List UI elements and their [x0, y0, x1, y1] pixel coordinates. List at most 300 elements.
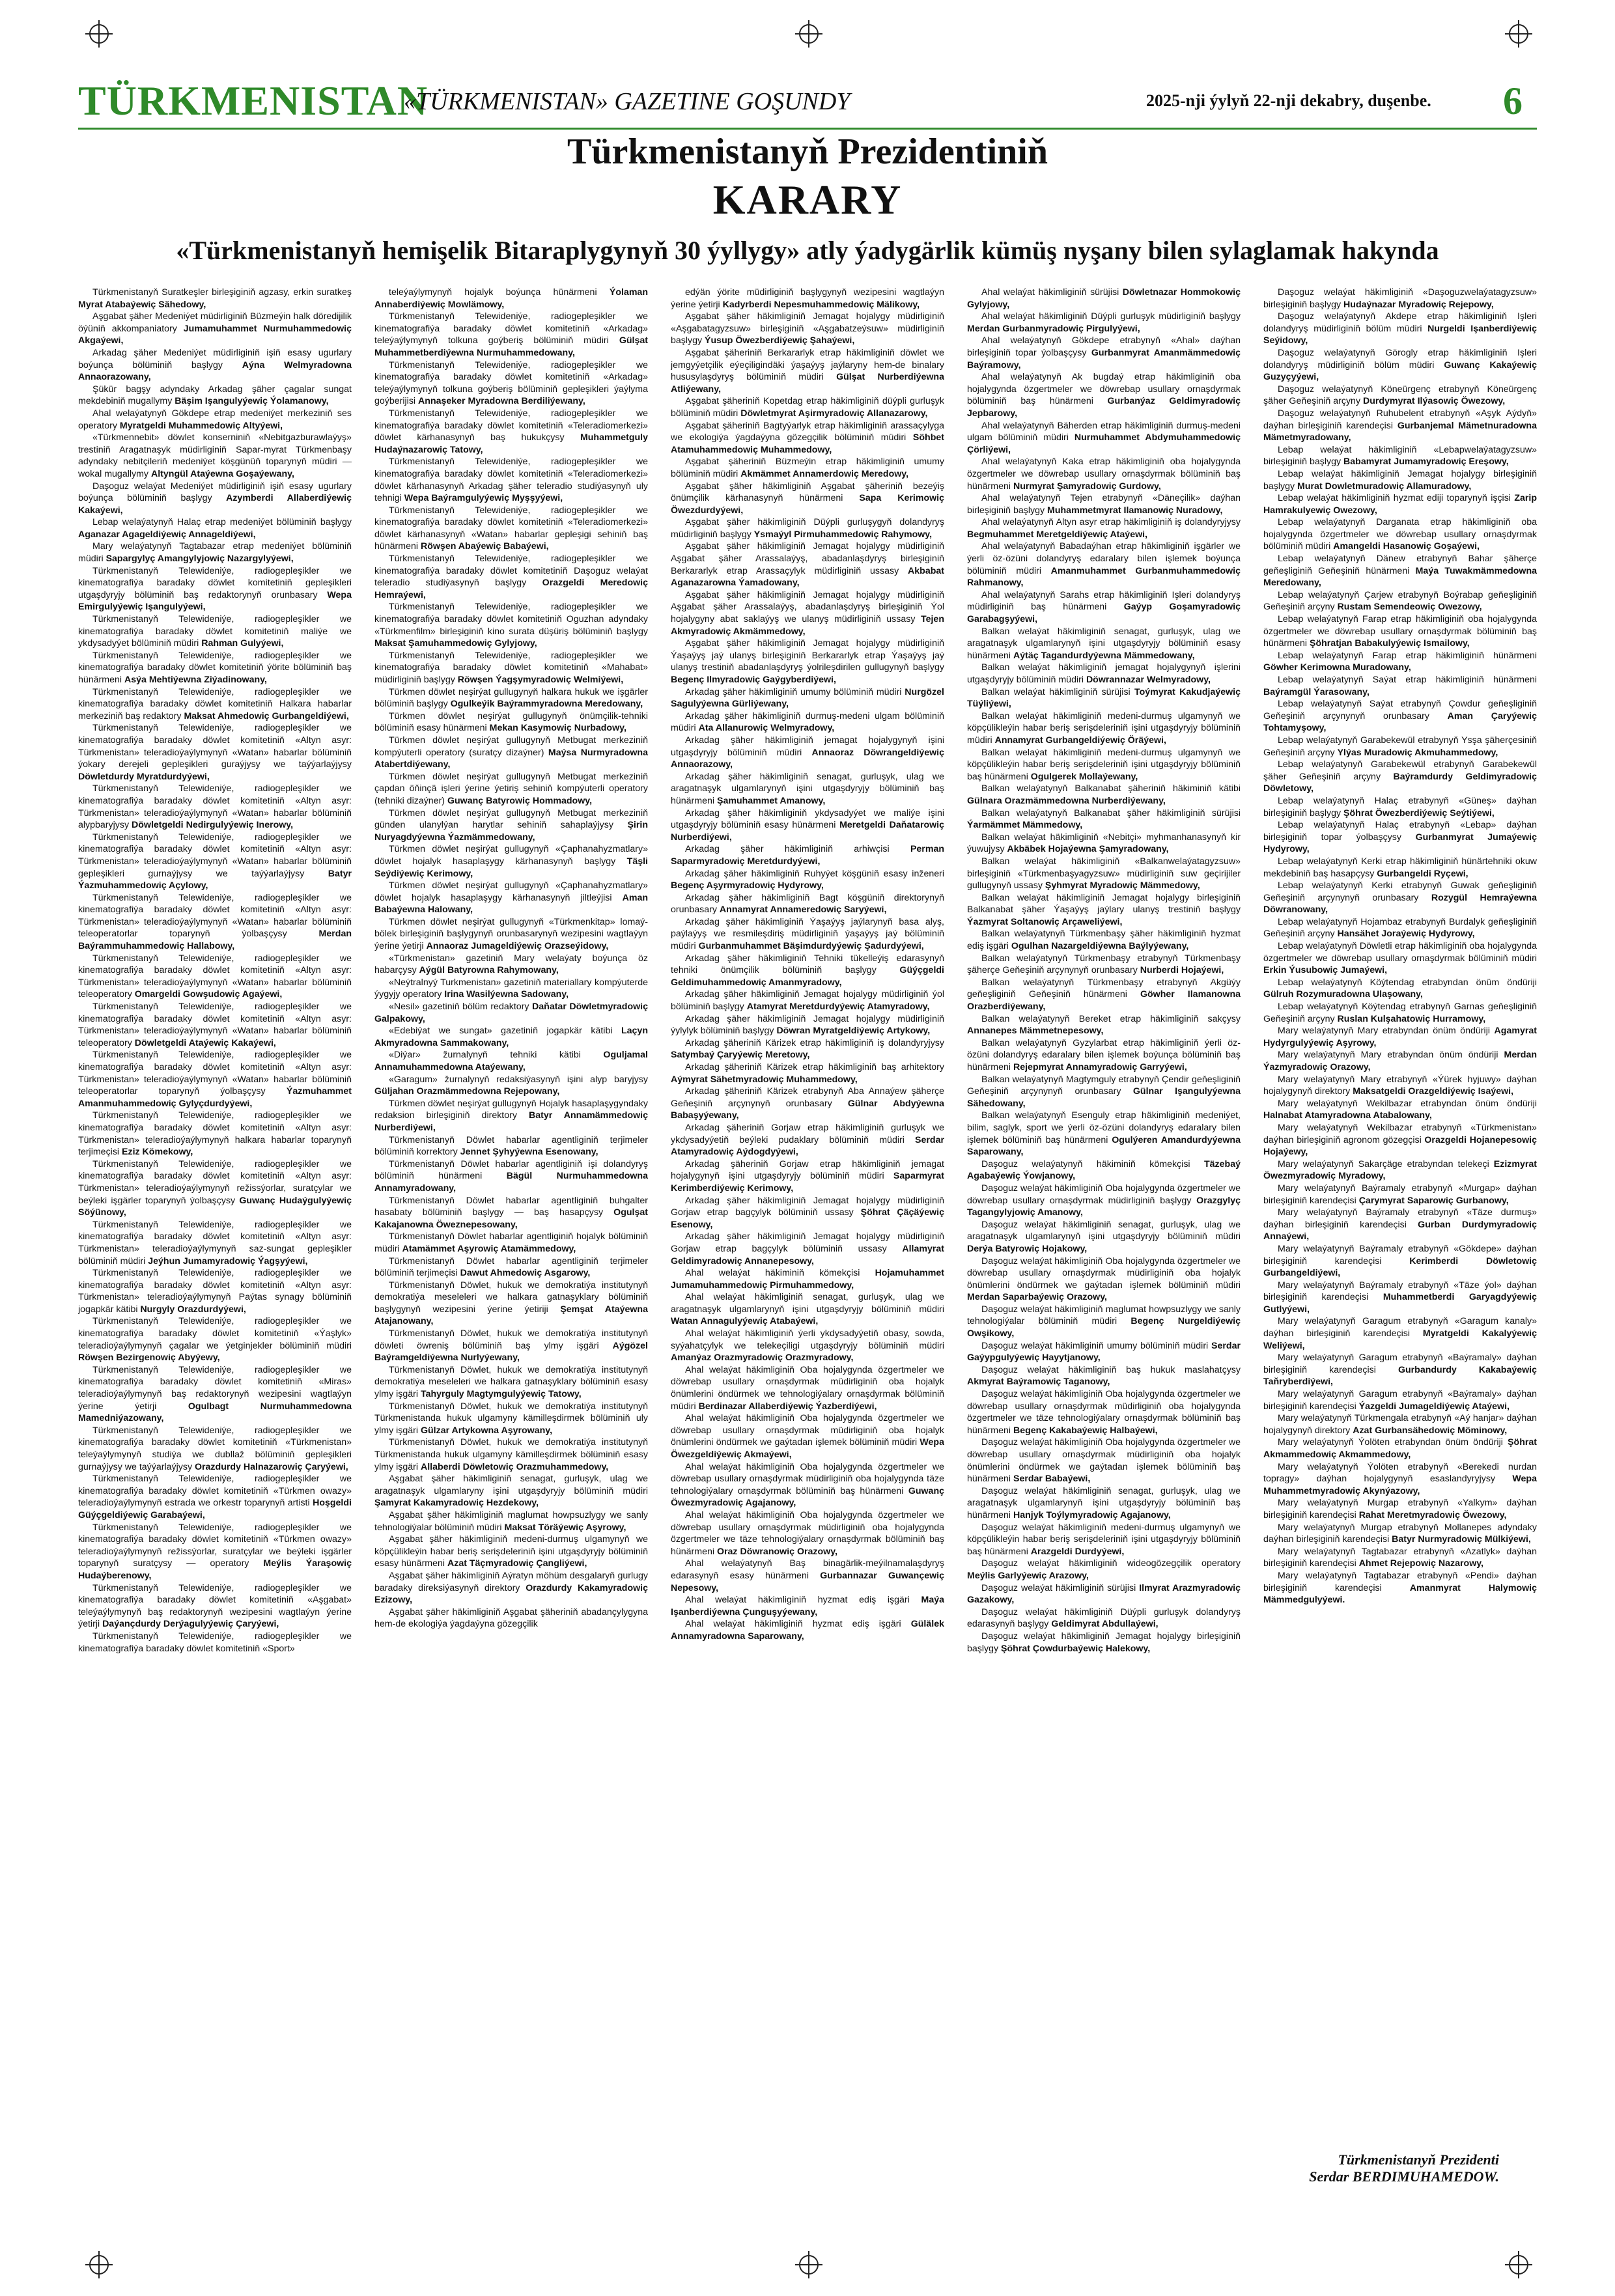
- entry-recipient-name: Röwşen Ýagşymyradowiç Welmiýewi,: [457, 675, 624, 685]
- entry-recipient-name: Gurbanmyrat Jumaýewiç Hydyrowy,: [1263, 832, 1537, 855]
- entry-recipient-name: Bägül Nurmuhammedowna Annamyradowany,: [374, 1171, 648, 1194]
- entry-recipient-name: Perman Saparmyradowiç Meretdurdyýewi,: [671, 844, 944, 867]
- entry-recipient-name: Erkin Ýusubowiç Jumaýewi,: [1263, 965, 1388, 976]
- award-entry: [78, 686, 352, 723]
- entry-recipient-name: Täzebaý Agabaýewiç Ýowjanowy,: [967, 1158, 1241, 1182]
- award-entry: [1263, 698, 1537, 735]
- award-entry: [78, 516, 352, 540]
- award-entry: [374, 1533, 648, 1570]
- entry-position: «Garagum» žurnalynyň redaksiýasynyň işini alyp baryjysy: [389, 1074, 648, 1085]
- entry-position: Daşoguz welaýat häkimliginiň Oba hojalygynda özgertmeler we döwrebap usullary ornaşdyrmak müdirliginiň oba hojalyk önümlerini öndürmek we gaýtadan işlemek bölüminiň müdiri: [967, 1255, 1241, 1291]
- award-entry: [78, 540, 352, 565]
- entry-position: Ahal welaýatynyň Tejen etrabynyň «Däneçilik» daýhan birleşiginiň başlygy: [967, 493, 1241, 516]
- entry-recipient-name: Amanmyrat Halymowiç Mämmedgulyýewi.: [1263, 1582, 1537, 1606]
- entry-position: Mary welaýatynyň Ýolöten etrabyndan önüm öndüriji: [1278, 1437, 1508, 1448]
- entry-position: Türkmenistanyň Telewideniýe, radiogepleşikler we kinematografiýa baradaky döwlet komitetiniň Oguzhan adyndaky «Türkmenfilm» birleşiginiň kino surata düşüriş bölüminiň başlygy: [374, 602, 648, 637]
- entry-position: Daşoguz welaýat häkimliginiň Oba hojalygynda özgertmeler we döwrebap usullary ornaşdyrmak müdirliginiň başlygy: [967, 1183, 1241, 1206]
- award-entry: [967, 1631, 1241, 1655]
- entry-recipient-name: Bäşim Işangulyýewiç Ýolamanowy,: [175, 396, 329, 407]
- award-entry: [671, 1231, 944, 1267]
- award-entry: [967, 928, 1241, 952]
- award-entry: [78, 1110, 352, 1158]
- entry-recipient-name: Maýa Işanberdiýewna Çunguşyýewany,: [671, 1595, 944, 1617]
- entry-recipient-name: Halnabat Atamyradowna Atabalowany,: [1263, 1110, 1432, 1121]
- award-entry: [374, 1098, 648, 1134]
- entry-position: Türkmenistanyň Telewideniýe, radiogepleşikler we kinematografiýa baradaky döwlet komitetiniň «Aşgabat» teleýaýlymynyň baş redaktorynyň wezipesini wagtlaýyn ýerine ýetirji: [78, 1582, 352, 1630]
- award-entry: [1263, 1388, 1537, 1412]
- entry-position: Balkan welaýatynyň Türkmenbaşy şäher häkimliginiň hyzmat ediş işgäri: [967, 929, 1241, 952]
- award-entry: [78, 1049, 352, 1110]
- entry-position: Ahal welaýat häkimliginiň senagat, gurluşyk, ulag we aragatnaşyk ulgamlarynyň işini utgaşdyryjy bölüminiň müdiri: [671, 1292, 944, 1315]
- entry-recipient-name: Wepa Öwezgeldiýewiç Akmaýewi,: [671, 1437, 944, 1460]
- entry-position: Türkmenistanyň Telewideniýe, radiogepleşikler we kinematografiýa baradaky döwlet komitetiniň «Altyn asyr: Türkmenistan» teleradioýaýlymynyň saz-sungat gepleşikler bölüminiň müdiri: [78, 1219, 352, 1267]
- entry-position: edýän ýörite müdirliginiň başlygynyň wezipesini wagtlaýyn ýerine ýetirji: [671, 287, 944, 310]
- entry-position: Türkmen döwlet neşirýat gullugynyň «Türkmenkitap» lomaý-bölek birleşiginiň başlygynyň orunbasarynyň wezipesini wagtlaýyn ýerine ýetirji: [374, 916, 648, 952]
- award-entry: [967, 1219, 1241, 1255]
- entry-position: «Nesil» gazetiniň bölüm redaktory: [389, 1001, 533, 1013]
- entry-position: Mary welaýatynyň Wekilbazar etrabyndan önüm öndüriji: [1278, 1098, 1537, 1109]
- entry-recipient-name: Gaýyp Goşamyradowiç Garabagşyýewi,: [967, 602, 1241, 625]
- entry-recipient-name: Orazdurdy Kakamyradowiç Ezizowy,: [374, 1582, 648, 1606]
- entry-recipient-name: Asýa Mehtiýewna Ziýadinowany,: [124, 675, 267, 685]
- award-entry: [671, 1122, 944, 1158]
- award-entry: [967, 1582, 1241, 1606]
- signature-name: Serdar BERDIMUHAMEDOW.: [1309, 2168, 1499, 2185]
- supplement-label: «TÜRKMENISTAN» GAZETINE GOŞUNDY: [404, 88, 850, 115]
- entry-position: Türkmenistanyň Telewideniýe, radiogepleşikler we kinematografiýa baradaky döwlet komitetiniň «Teleradiomerkezi» döwlet kärhanasynyň baş hukukçysy: [374, 408, 648, 443]
- award-entry: [78, 432, 352, 480]
- entry-recipient-name: Gurbannazar Guwançewiç Nepesowy,: [671, 1570, 944, 1593]
- award-entry: [1263, 613, 1537, 650]
- award-entry: [1263, 1074, 1537, 1098]
- entry-position: Mary welaýatynyň Murgap etrabynyň Mollanepes adyndaky daýhan birleşiginiň karendeçisi: [1263, 1522, 1537, 1545]
- award-entry: [78, 1582, 352, 1631]
- text-column-3: [671, 287, 944, 2201]
- entry-recipient-name: Aman Babaýewna Halowany,: [374, 892, 648, 916]
- entry-recipient-name: Serdar Atamyradowiç Aýdogdyýewi,: [671, 1134, 944, 1158]
- entry-recipient-name: Amanmuhammet Gurbanmuhammedowiç Rahmanowy,: [967, 565, 1241, 589]
- entry-recipient-name: Ruslan Kulşahatowiç Hurramowy,: [1337, 1013, 1486, 1024]
- entry-position: Balkan welaýat häkimliginiň jemagat hojalygynyň işlerini utgaşdyryjy bölüminiň müdiri: [967, 662, 1241, 685]
- entry-recipient-name: Gülşat Nurberdiýewna Atliýewany,: [671, 372, 944, 395]
- entry-recipient-name: Amanýaz Orazmyradowiç Orazmyradowy,: [671, 1352, 854, 1364]
- entry-position: Arkadag şäheriniň Gorjaw etrap häkimliginiň jemagat hojalygynyň işini utgaşdyryjy bölüminiň müdiri: [671, 1158, 944, 1182]
- entry-recipient-name: Babamyrat Jumamyradowiç Ereşowy,: [1343, 456, 1509, 468]
- entry-recipient-name: Kadyrberdi Nepesmuhammedowiç Mälikowy,: [722, 299, 920, 310]
- award-entry: [78, 722, 352, 783]
- entry-recipient-name: Aýtäç Tagandurdyýewna Mämmedowany,: [1013, 650, 1195, 661]
- entry-recipient-name: Merdan Gurbanmyradowiç Pirgulyýewi,: [967, 323, 1140, 334]
- entry-recipient-name: Gülnara Orazmämmedowna Nurberdiýewany,: [967, 795, 1166, 806]
- entry-position: Mary welaýatynyň Tagtabazar etrap medeniýet bölüminiň müdiri: [78, 541, 352, 565]
- entry-position: Mary welaýatynyň Baýramaly etrabynyň «Murgap» daýhan birleşiginiň karendeçisi: [1263, 1183, 1537, 1206]
- entry-recipient-name: Satymbaý Çaryýewiç Meretowy,: [671, 1050, 810, 1061]
- award-entry: [374, 359, 648, 408]
- signature-block: [1284, 2151, 1499, 2185]
- award-entry: [1263, 856, 1537, 880]
- entry-recipient-name: Azat Täçmyradowiç Çangliýewi,: [447, 1558, 587, 1569]
- entry-recipient-name: Ogulbagt Nurmuhammedowna Mamedniýazowany,: [78, 1401, 352, 1424]
- entry-recipient-name: Ýazmuhammet Amanmuhammedowiç Gylyçdurdyýewi,: [78, 1086, 352, 1109]
- entry-position: Ahal welaýat häkimliginiň hyzmat ediş işgäri: [685, 1619, 911, 1630]
- award-entry: [967, 892, 1241, 929]
- entry-recipient-name: Şöhratjan Babakulyýewiç Ismailowy,: [1309, 638, 1470, 649]
- award-entry: [78, 1364, 352, 1425]
- entry-recipient-name: Şirin Nuryagdyýewna Ýazmämmedowany,: [374, 820, 648, 843]
- entry-recipient-name: Hoşgeldi Güýçgeldiýewiç Garabaýewi,: [78, 1498, 352, 1520]
- entry-position: Arkadag şäheriniň Kärizek etrap häkimliginiň iş dolandyryjysy: [685, 1037, 944, 1048]
- entry-recipient-name: Guwanç Kakaýewiç Guzyçyýewi,: [1263, 359, 1537, 383]
- award-entry: [1263, 977, 1537, 1001]
- entry-position: Daşoguz welaýat häkimliginiň senagat, gurluşyk, ulag we aragatnaşyk ulgamlarynyň işini utgaşdyryjy bölüminiň müdiri: [967, 1219, 1241, 1242]
- award-entry: [78, 1522, 352, 1582]
- award-entry: [671, 710, 944, 735]
- registration-mark-bottom-left: [89, 2255, 109, 2275]
- award-entry: [671, 347, 944, 395]
- award-entry: [1263, 1158, 1537, 1183]
- entry-recipient-name: Ogulhan Nazargeldiýewna Baýlyýewany,: [1011, 941, 1189, 952]
- entry-position: Türkmenistanyň Telewideniýe, radiogepleşikler we kinematografiýa baradaky döwlet komitetiniň «Altyn asyr: Türkmenistan» teleradioýaýlymynyň režissýorlar, suratçylar we beýleki işgärler toparynyň ýolbaşçysy: [78, 1158, 352, 1206]
- award-entry: [1263, 516, 1537, 553]
- entry-position: Daşoguz welaýatynyň häkiminiň kömekçisi: [981, 1158, 1204, 1169]
- document-type-title: KARARY: [712, 176, 903, 223]
- entry-recipient-name: Myratgeldi Kakalyýewiç Weliýewi,: [1263, 1328, 1537, 1351]
- entry-recipient-name: Rozygül Hemraýewna Döwranowany,: [1263, 892, 1537, 916]
- entry-recipient-name: Söhbet Atamuhammedowiç Muhammedowy,: [671, 432, 944, 455]
- entry-position: Türkmenistanyň Döwlet, hukuk we demokratiýa institutynyň döwleti öwreniş bölüminiň baş ylmy işgäri: [374, 1328, 648, 1351]
- entry-recipient-name: Gülruh Rozymuradowna Ulaşowany,: [1263, 989, 1423, 1000]
- award-entry: [374, 771, 648, 807]
- entry-position: Lebap welaýatynyň Dänew etrabynyň Bahar şäherçe geňeşliginiň Geňeşiniň hünärmeni: [1263, 553, 1537, 576]
- award-entry: [1263, 1098, 1537, 1122]
- entry-position: Türkmen döwlet neşirýat gullugynyň Metbugat merkeziniň çapdan öňinçä işleri ýerine ýetiriş sehiniň kompýuterli operatory (tehniki dizaýner): [374, 771, 648, 806]
- entry-recipient-name: Güýçgeldi Geldimuhammedowiç Amanmyradowy,: [671, 965, 944, 988]
- entry-recipient-name: Şamyrat Kakamyradowiç Hezdekowy,: [374, 1498, 539, 1509]
- award-entry: [671, 1558, 944, 1594]
- award-entry: [1263, 311, 1537, 347]
- entry-recipient-name: Merdan Saparbaýewiç Orazowy,: [967, 1292, 1107, 1303]
- entry-position: «Diýar» žurnalynyň tehniki kätibi: [389, 1050, 604, 1061]
- entry-recipient-name: Batyr Annamämmedowiç Nurberdiýewi,: [374, 1110, 648, 1133]
- entry-recipient-name: Şemşat Ataýewna Atajanowany,: [374, 1304, 648, 1327]
- entry-recipient-name: Serdar Gaýypgulyýewiç Hayytjanowy,: [967, 1340, 1241, 1364]
- entry-position: Ahal welaýat häkimliginiň Oba hojalygynda özgertmeler we döwrebap usullary ornaşdyrmak müdirliginiň oba hojalyk önümlerini öndürmek we gaýtadan işlemek bölüminiň müdiri: [671, 1413, 944, 1448]
- award-entry: [374, 505, 648, 553]
- entry-position: Mary welaýatynyň Mary etrabyndan önüm öndüriji: [1278, 1026, 1495, 1037]
- award-entry: [671, 589, 944, 637]
- entry-recipient-name: Maksat Töräýewiç Aşyrowy,: [504, 1522, 626, 1533]
- award-entry: [1263, 880, 1537, 916]
- entry-recipient-name: Gülnar Abdyýewna Babaşyýewany,: [671, 1098, 944, 1121]
- award-entry: [78, 1219, 352, 1267]
- award-entry: [671, 1618, 944, 1642]
- entry-recipient-name: Gurbanmuhammet Bäşimdurdyýewiç Şadurdyýewi,: [698, 941, 924, 952]
- entry-position: Balkan welaýat häkimliginiň medeni-durmuş ulgamynyň we köpçülikleýin habar beriş serişdeleriniň işini utgaşdyryjy bölüminiň müdiri: [967, 710, 1241, 746]
- entry-recipient-name: Muhammetberdi Garyagdyýewiç Gutlyýewi,: [1263, 1292, 1537, 1315]
- entry-recipient-name: Orazgeldi Hojanepesowiç Hojaýewy,: [1263, 1134, 1537, 1158]
- entry-position: Mary welaýatynyň Baýramaly etrabynyň «Gökdepe» daýhan birleşiginiň karendeçisi: [1263, 1243, 1537, 1267]
- entry-position: Türkmenistanyň Telewideniýe, radiogepleşikler we kinematografiýa baradaky döwlet komitetiniň «Teleradiomerkezi» döwlet kärhanasynyň «Watan» habarlar gepleşigi sehiniň baş hünärmeni: [374, 505, 648, 552]
- award-entry: [374, 1570, 648, 1606]
- award-entry: [967, 1074, 1241, 1110]
- award-entry: [967, 1304, 1241, 1340]
- award-entry: [1263, 1315, 1537, 1352]
- entry-recipient-name: Nurmuhammet Abdymuhammedowiç Çörliýewi,: [967, 432, 1241, 455]
- award-entry: [78, 783, 352, 831]
- award-entry: [374, 1134, 648, 1158]
- award-entry: [671, 1461, 944, 1509]
- entry-position: Daşoguz welaýat häkimliginiň senagat, gurluşyk, ulag we aragatnaşyk ulgamlarynyň işini utgaşdyryjy bölüminiň baş hünärmeni: [967, 1485, 1241, 1520]
- entry-recipient-name: Nurberdi Hojaýewi,: [1140, 965, 1224, 976]
- award-entry: [967, 686, 1241, 710]
- entry-position: Türkmenistanyň Döwlet habarlar agentliginiň terjimeler bölüminiň terjimeçisi: [374, 1255, 648, 1279]
- award-entry: [374, 1231, 648, 1255]
- entry-position: Türkmenistanyň Telewideniýe, radiogepleşikler we kinematografiýa baradaky döwlet komitetiniň gepleşikleri utgaşdyryjy bölüminiň baş redaktorynyň orunbasary: [78, 565, 352, 600]
- entry-recipient-name: Annaşeker Myradowna Berdiliýewany,: [418, 396, 585, 407]
- entry-position: Arkadag şäher häkimliginiň umumy bölüminiň müdiri: [685, 686, 905, 697]
- award-entry: [967, 662, 1241, 686]
- award-entry: [967, 287, 1241, 311]
- document-subtitle: «Türkmenistanyň hemişelik Bitaraplygynyň 30 ýyllygy» atly ýadygärlik kümüş nyşany bilen sylaglamak hakynda: [176, 236, 1439, 265]
- award-entry: [671, 1291, 944, 1328]
- award-entry: [1263, 916, 1537, 940]
- award-entry: [78, 408, 352, 432]
- award-entry: [374, 977, 648, 1001]
- entry-recipient-name: Röwşen Bezirgenowiç Abyýewy,: [78, 1352, 220, 1364]
- award-entry: [967, 1255, 1241, 1304]
- entry-recipient-name: Muhammetguly Hudaýnazarowiç Tatowy,: [374, 432, 648, 455]
- entry-position: Türkmenistanyň Telewideniýe, radiogepleşikler we kinematografiýa baradaky döwlet komitetiniň «Arkadag» teleýaýlymynyň tolkuna goýberiş bölüminiň müdiri: [374, 311, 648, 346]
- entry-recipient-name: Ogulýeren Amandurdyýewna Saparowany,: [967, 1134, 1241, 1158]
- entry-position: Lebap welaýat häkimliginiň hyzmat ediji toparynyň işçisi: [1278, 493, 1515, 504]
- entry-position: Lebap welaýatynyň Farap etrap häkimliginiň oba hojalygynda özgertmeler we döwrebap usullary ornaşdyrmak bölüminiň baş hünärmeni: [1263, 614, 1537, 649]
- award-entry: [967, 856, 1241, 892]
- entry-position: Türkmenistanyň Telewideniýe, radiogepleşikler we kinematografiýa baradaky döwlet komitetiniň Daşoguz welaýat teleradio studiýasynyň başlygy: [374, 553, 648, 589]
- award-entry: [967, 1522, 1241, 1558]
- entry-position: Ahal welaýat häkimliginiň Oba hojalygynda özgertmeler we döwrebap usullary ornaşdyrmak müdirliginiň oba hojalyk önümlerini öndürmek we tehnologiýalary ornaşdyrmak bölüminiň müdiri: [671, 1364, 944, 1412]
- entry-recipient-name: Döwrannazar Welmyradowy,: [1086, 675, 1211, 685]
- award-entry: [967, 589, 1241, 626]
- award-entry: [967, 420, 1241, 456]
- entry-position: Mary welaýatynyň Baýramaly etrabynyň «Täze durmuş» daýhan birleşiginiň karendeçisi: [1263, 1207, 1537, 1230]
- award-entry: [967, 456, 1241, 492]
- entry-recipient-name: Wepa Baýramgulyýewiç Myşşyýewi,: [404, 493, 563, 504]
- entry-position: Balkan welaýat häkimliginiň Jemagat hojalygy birleşiginiň Balkanabat şäher Ýaşaýyş jaýlary ulanyş trestiniň başlygy: [967, 892, 1241, 916]
- entry-recipient-name: Göwher Kerimowna Muradowany,: [1263, 662, 1411, 673]
- entry-position: Lebap welaýatynyň Köýtendag etrabynyň Garnas geňeşliginiň Geňeşiniň arçyny: [1263, 1001, 1537, 1024]
- entry-position: Şükür bagşy adyndaky Arkadag şäher çagalar sungat mekdebiniň mugallymy: [78, 384, 352, 407]
- entry-recipient-name: Ýazmyrat Soltanowiç Arçaweliýewi,: [967, 916, 1123, 927]
- award-entry: [671, 311, 944, 347]
- award-entry: [671, 287, 944, 311]
- award-entry: [671, 540, 944, 589]
- entry-recipient-name: Döwran Myratgeldiýewiç Artykowy,: [776, 1026, 931, 1037]
- entry-recipient-name: Dawut Ahmedowiç Asgarowy,: [460, 1268, 591, 1279]
- entry-recipient-name: Maýa Tuwakmämmedowna Meredowany,: [1263, 565, 1537, 589]
- entry-recipient-name: Omargeldi Gowşudowiç Agaýewi,: [134, 989, 283, 1000]
- entry-recipient-name: Aman Çaryýewiç Tohtamyşowy,: [1263, 710, 1537, 734]
- entry-position: Mary welaýatynyň Garagum etrabynyň «Garagum kanaly» daýhan birleşiginiň karendeçisi: [1263, 1316, 1537, 1339]
- entry-position: Lebap welaýat häkimliginiň «Lebapwelaýatagyzsuw» birleşiginiň başlygy: [1263, 444, 1537, 468]
- award-entry: [671, 1412, 944, 1461]
- entry-position: Daşoguz welaýat Medeniýet müdirliginiň işiň esasy ugurlary boýunça bölüminiň başlygy: [78, 481, 352, 504]
- entry-recipient-name: Eziz Kömekowy,: [122, 1147, 193, 1158]
- entry-position: Türkmenistanyň Döwlet habarlar agentliginiň hojalyk bölüminiň müdiri: [374, 1231, 648, 1254]
- entry-position: Mary welaýatynyň Wekilbazar etrabynyň «Türkmenistan» daýhan birleşiginiň agronom gözegçisi: [1263, 1122, 1537, 1145]
- entry-position: Aşgabat şäher häkimliginiň medeni-durmuş ulgamynyň we köpçülikleýin habar beriş serişdeleriniň işini utgaşdyryjy bölüminiň esasy hünärmeni: [374, 1534, 648, 1569]
- entry-position: Lebap welaýatynyň Saýat etrap häkimliginiň hünärmeni: [1278, 675, 1537, 685]
- award-entry: [1263, 1049, 1537, 1073]
- entry-position: Türkmenistanyň Döwlet, hukuk we demokratiýa institutynyň Türkmenistanda hukuk ulgamyny kämilleşdirmek bölüminiň esasy ylmy işgäri: [374, 1437, 648, 1472]
- award-entry: [374, 408, 648, 456]
- entry-position: Arkadag şäher häkimliginiň Ýaşaýyş jaýlarynyň basa alyş, paýlaýyş we resmileşdiriş müdirliginiň ýaşaýyş jaý bölüminiň müdiri: [671, 916, 944, 952]
- award-entry: [374, 880, 648, 916]
- entry-position: Lebap welaýatynyň Çarjew etrabynyň Boýrabap geňeşliginiň Geňeşiniň arçyny: [1263, 589, 1537, 613]
- entry-position: Ahal welaýat häkimliginiň Oba hojalygynda özgertmeler we döwrebap usullary ornaşdyrmak müdirliginiň oba hojalygynda özgertmeler we täze tehnologiýalary ornaşdyrmak bölüminiň baş hünärmeni: [671, 1509, 944, 1557]
- entry-recipient-name: Nurgyly Orazdurdyýewi,: [140, 1304, 246, 1315]
- entry-recipient-name: Güljahan Orazmämmedowna Rejepowany,: [374, 1086, 560, 1097]
- entry-recipient-name: Begenç Ilmyradowiç Gaýgyberdiýewi,: [671, 675, 836, 685]
- award-entry: [374, 686, 648, 710]
- entry-position: Arkadag şäher häkimliginiň Jemagat hojalygy müdirliginiň ýylylyk bölüminiň başlygy: [671, 1013, 944, 1037]
- award-entry: [671, 1594, 944, 1618]
- entry-position: Ahal welaýatynyň Baş binagärlik-meýilnamalaşdyryş edarasynyň esasy hünärmeni: [671, 1558, 944, 1581]
- award-entry: [671, 735, 944, 771]
- entry-recipient-name: Mekan Kasymowiç Nurbadowy,: [489, 723, 626, 734]
- award-entry: [78, 613, 352, 650]
- entry-recipient-name: Nurgeldi Işanberdiýewiç Seýidowy,: [1263, 323, 1537, 346]
- award-entry: [78, 384, 352, 408]
- entry-recipient-name: Döwletgeldi Ataýewiç Kakaýewi,: [134, 1037, 276, 1048]
- award-entry: [671, 843, 944, 867]
- entry-position: Arkadag şäher Medeniýet müdirliginiň işiň esasy ugurlary boýunça bölüminiň başlygy: [78, 347, 352, 371]
- entry-position: Daşoguz welaýat häkimliginiň maglumat howpsuzlygy we sanly tehnologiýalar bölüminiň müdiri: [967, 1304, 1241, 1327]
- entry-position: Balkan welaýat häkimliginiň senagat, gurluşyk, ulag we aragatnaşyk ulgamlarynyň işini utgaşdyryjy bölüminiň esasy hünärmeni: [967, 626, 1241, 661]
- entry-recipient-name: Maýsa Nurmyradowna Atabertdiýewany,: [374, 747, 648, 770]
- entry-position: Arkadag şäher häkimliginiň ykdysadyýet we maliýe işini utgaşdyryjy bölüminiň esasy hünärmeni: [671, 807, 944, 831]
- entry-recipient-name: Orazgeldi Meredowiç Hemraýewi,: [374, 578, 648, 600]
- entry-position: Türkmen döwlet neşirýat gullugynyň Metbugat merkeziniň kompýuterli operatory (suratçy dizaýner): [374, 735, 648, 758]
- entry-recipient-name: Serdar Babaýewi,: [1013, 1474, 1091, 1485]
- award-entry: [374, 1473, 648, 1509]
- entry-position: Lebap welaýatynyň Garabekewül etrabynyň Garabekewül şäher Geňeşiniň arçyny: [1263, 759, 1537, 782]
- entry-recipient-name: Gurbandurdy Kakabaýewiç Taňryberdiýewi,: [1263, 1364, 1537, 1388]
- award-entry: [1263, 589, 1537, 613]
- entry-position: Türkmen döwlet neşirýat gullugynyň Metbugat merkeziniň günden ulanylýan harytlar sehiniň sahaplaýjysy: [374, 807, 648, 831]
- award-entry: [374, 1436, 648, 1473]
- award-entry: [967, 626, 1241, 662]
- entry-position: Daşoguz welaýatynyň Köneürgenç etrabynyň Köneürgenç şäher Geňeşiniň arçyny: [1263, 384, 1537, 407]
- entry-position: Aşgabat şäher häkimliginiň Jemagat hojalygy müdirliginiň «Aşgabatagyzsuw» birleşiginiň «Aşgabatzeýsuw» müdirliginiň başlygy: [671, 311, 944, 346]
- award-entry: [671, 686, 944, 710]
- entry-position: Türkmenistanyň Suratkeşler birleşiginiň agzasy, erkin suratkeş: [92, 287, 352, 298]
- entry-recipient-name: Kerimberdi Döwletowiç Gurbangeldiýewi,: [1263, 1255, 1537, 1279]
- award-entry: [374, 807, 648, 844]
- entry-recipient-name: Tejen Akmyradowiç Akmämmedowy,: [671, 614, 944, 637]
- entry-recipient-name: Watan Annagulyýewiç Atabaýewi,: [671, 1316, 819, 1327]
- entry-position: Türkmenistanyň Telewideniýe, radiogepleşikler we kinematografiýa baradaky döwlet komitetiniň «Mahabat» müdirliginiň başlygy: [374, 650, 648, 685]
- registration-mark-top-center: [799, 24, 819, 44]
- entry-position: Lebap welaýatynyň Darganata etrap häkimliginiň oba hojalygynda özgertmeler we döwrebap usullary ornaşdyrmak bölüminiň müdiri: [1263, 517, 1537, 552]
- entry-recipient-name: Ýazgeldi Jumageldiýewiç Ataýewi,: [1358, 1401, 1510, 1412]
- entry-position: «Türkmenistan» gazetiniň Mary welaýaty boýunça öz habarçysy: [374, 953, 648, 976]
- entry-recipient-name: Döwletdurdy Myratdurdyýewi,: [78, 771, 210, 782]
- award-entry: [1263, 492, 1537, 516]
- entry-position: Aşgabat şäheriniň Bagtyýarlyk etrap häkimliginiň arassaçylyga we ekologiýa ýagdaýyna gözegçilik bölüminiň müdiri: [671, 420, 944, 443]
- entry-position: Türkmenistanyň Telewideniýe, radiogepleşikler we kinematografiýa baradaky döwlet komitetiniň «Sport»: [78, 1631, 352, 1654]
- entry-recipient-name: Çarymyrat Saparowiç Gurbanowy,: [1358, 1195, 1509, 1206]
- entry-position: Mary welaýatynyň Garagum etrabynyň «Baýramaly» daýhan birleşiginiň karendeçisi: [1263, 1389, 1537, 1412]
- entry-recipient-name: Aganazar Agageldiýewiç Annageldiýewi,: [78, 529, 256, 540]
- entry-position: Lebap welaýatynyň Halaç etrabynyň «Güneş» daýhan birleşiginiň başlygy: [1263, 795, 1537, 819]
- entry-recipient-name: Amangeldi Hasanowiç Goşaýewi,: [1333, 541, 1480, 552]
- entry-position: Türkmenistanyň Telewideniýe, radiogepleşikler we kinematografiýa baradaky döwlet komitetiniň Halkara habarlar merkeziniň baş redaktory: [78, 686, 352, 721]
- entry-recipient-name: Röwşen Abaýewiç Babaýewi,: [420, 541, 549, 552]
- entry-position: Ahal welaýatynyň Bäherden etrap häkimliginiň durmuş-medeni ulgam bölüminiň müdiri: [967, 420, 1241, 443]
- entry-position: Mary welaýatynyň Türkmengala etrabynyň «Aý hanjar» daýhan hojalygynyň direktory: [1263, 1413, 1537, 1436]
- entry-recipient-name: Jeýhun Jumamyradowiç Ýagşyýewi,: [148, 1255, 308, 1267]
- entry-recipient-name: Ogulgerek Mollaýewany,: [1030, 771, 1138, 782]
- entry-position: Türkmenistanyň Döwlet, hukuk we demokratiýa institutynyň demokratiýa meseleleri we halkara gatnaşyklary bölüminiň esasy ylmy işgäri: [374, 1364, 648, 1400]
- entry-position: Lebap welaýatynyň Döwletli etrap häkimliginiň oba hojalygynda özgertmeler we döwrebap usullary ornaşdyrmak bölüminiň müdiri: [1263, 941, 1537, 964]
- entry-position: Balkan welaýatynyň Esenguly etrap häkimliginiň medeniýet, bilim, saglyk, sport we ýerli öz-özüni dolandyryş edaralary bilen işlemek bölüminiň baş hünärmeni: [967, 1110, 1241, 1145]
- entry-position: Aşgabat şäher häkimliginiň Aýratyn möhüm desgalaryň gurlugy baradaky direksiýasynyň direktory: [374, 1570, 648, 1593]
- entry-position: Türkmenistanyň Telewideniýe, radiogepleşikler we kinematografiýa baradaky döwlet komitetiniň «Arkadag» teleýaýlymynyň tolkuna goýberiş bölüminiň gepleşikleri ýaýlyma goýberijisi: [374, 359, 648, 407]
- award-entry: [78, 1315, 352, 1364]
- entry-position: Lebap welaýatynyň Köýtendag etrabyndan önüm öndüriji: [1278, 977, 1537, 988]
- award-entry: [374, 1255, 648, 1280]
- award-entry: [78, 953, 352, 1001]
- award-entry: [374, 601, 648, 649]
- newspaper-logo: TÜRKMENISTAN: [78, 77, 428, 124]
- entry-recipient-name: Saparmyrat Kerimberdiýewiç Kerimowy,: [671, 1171, 944, 1194]
- award-entry: [671, 1509, 944, 1558]
- award-entry: [671, 953, 944, 989]
- entry-recipient-name: Wepa Emirgulyýewiç Işangulyýewi,: [78, 589, 352, 613]
- award-entry: [967, 1485, 1241, 1522]
- text-column-4: [967, 287, 1241, 2201]
- award-entry: [374, 1158, 648, 1195]
- award-entry: [671, 420, 944, 456]
- entry-recipient-name: Aýgül Batyrowna Rahymowany,: [419, 965, 559, 976]
- entry-recipient-name: Ýolaman Annaberdiýewiç Mowlämowy,: [374, 287, 648, 310]
- award-entry: [671, 1061, 944, 1085]
- entry-recipient-name: Aýgözel Baýramgeldiýewna Nurlyýewany,: [374, 1340, 648, 1364]
- entry-position: Aşgabat şäher häkimliginiň senagat, gurluşyk, ulag we aragatnaşyk ulgamlaryny işini utgaşdyryjy bölüminiň müdiri: [374, 1474, 648, 1496]
- entry-position: Türkmenistanyň Döwlet, hukuk we demokratiýa institutynyň Türkmenistanda hukuk ulgamyny kämilleşdirmek bölüminiň uly ylmy işgäri: [374, 1401, 648, 1436]
- award-entry: [1263, 1122, 1537, 1158]
- award-entry: [374, 843, 648, 880]
- entry-recipient-name: Aýmyrat Sähetmyradowiç Muhammedowy,: [671, 1074, 858, 1085]
- entry-recipient-name: Annaoraz Jumageldiýewiç Orazseýidowy,: [426, 941, 609, 952]
- entry-recipient-name: Meretgeldi Daňatarowiç Nurberdiýewi,: [671, 820, 944, 843]
- entry-recipient-name: Altyngül Ataýewna Goşaýewany,: [150, 468, 294, 479]
- award-entry: [374, 916, 648, 953]
- entry-recipient-name: Hojamuhammet Jumamuhammedowiç Pirmuhammedowy,: [671, 1268, 944, 1291]
- entry-position: Balkan welaýatynyň Gyzylarbat etrap häkimliginiň ýerli öz-özüni dolandyryş edaralary bilen işlemek boýunça bölüminiň baş hünärmeni: [967, 1037, 1241, 1072]
- entry-recipient-name: Hudaýnazar Myradowiç Rejepowy,: [1343, 299, 1494, 310]
- entry-position: teleýaýlymynyň hojalyk boýunça hünärmeni: [389, 287, 610, 298]
- award-entry: [1263, 1546, 1537, 1570]
- entry-recipient-name: Allaberdi Döwletowiç Orazmuhammedowy,: [420, 1461, 609, 1472]
- entry-position: Balkan welaýatynyň Balkanabat şäheriniň häkiminiň kätibi: [981, 783, 1241, 794]
- award-entry: [374, 1074, 648, 1098]
- entry-recipient-name: Atamyrat Meretdurdyýewiç Atamyradowy,: [746, 1001, 930, 1013]
- entry-position: Ahal welaýatynyň Babadaýhan etrap häkimliginiň işgärler we ýerli öz-özüni dolandyryş edaralary bilen işlemek boýunça bölüminiň müdiri: [967, 541, 1241, 576]
- entry-recipient-name: Guwanç Hudaýgulyýewiç Söýünowy,: [78, 1195, 352, 1218]
- award-entry: [1263, 1352, 1537, 1388]
- entry-recipient-name: Şöhrat Öwezberdiýewiç Seýtiýewi,: [1343, 807, 1495, 819]
